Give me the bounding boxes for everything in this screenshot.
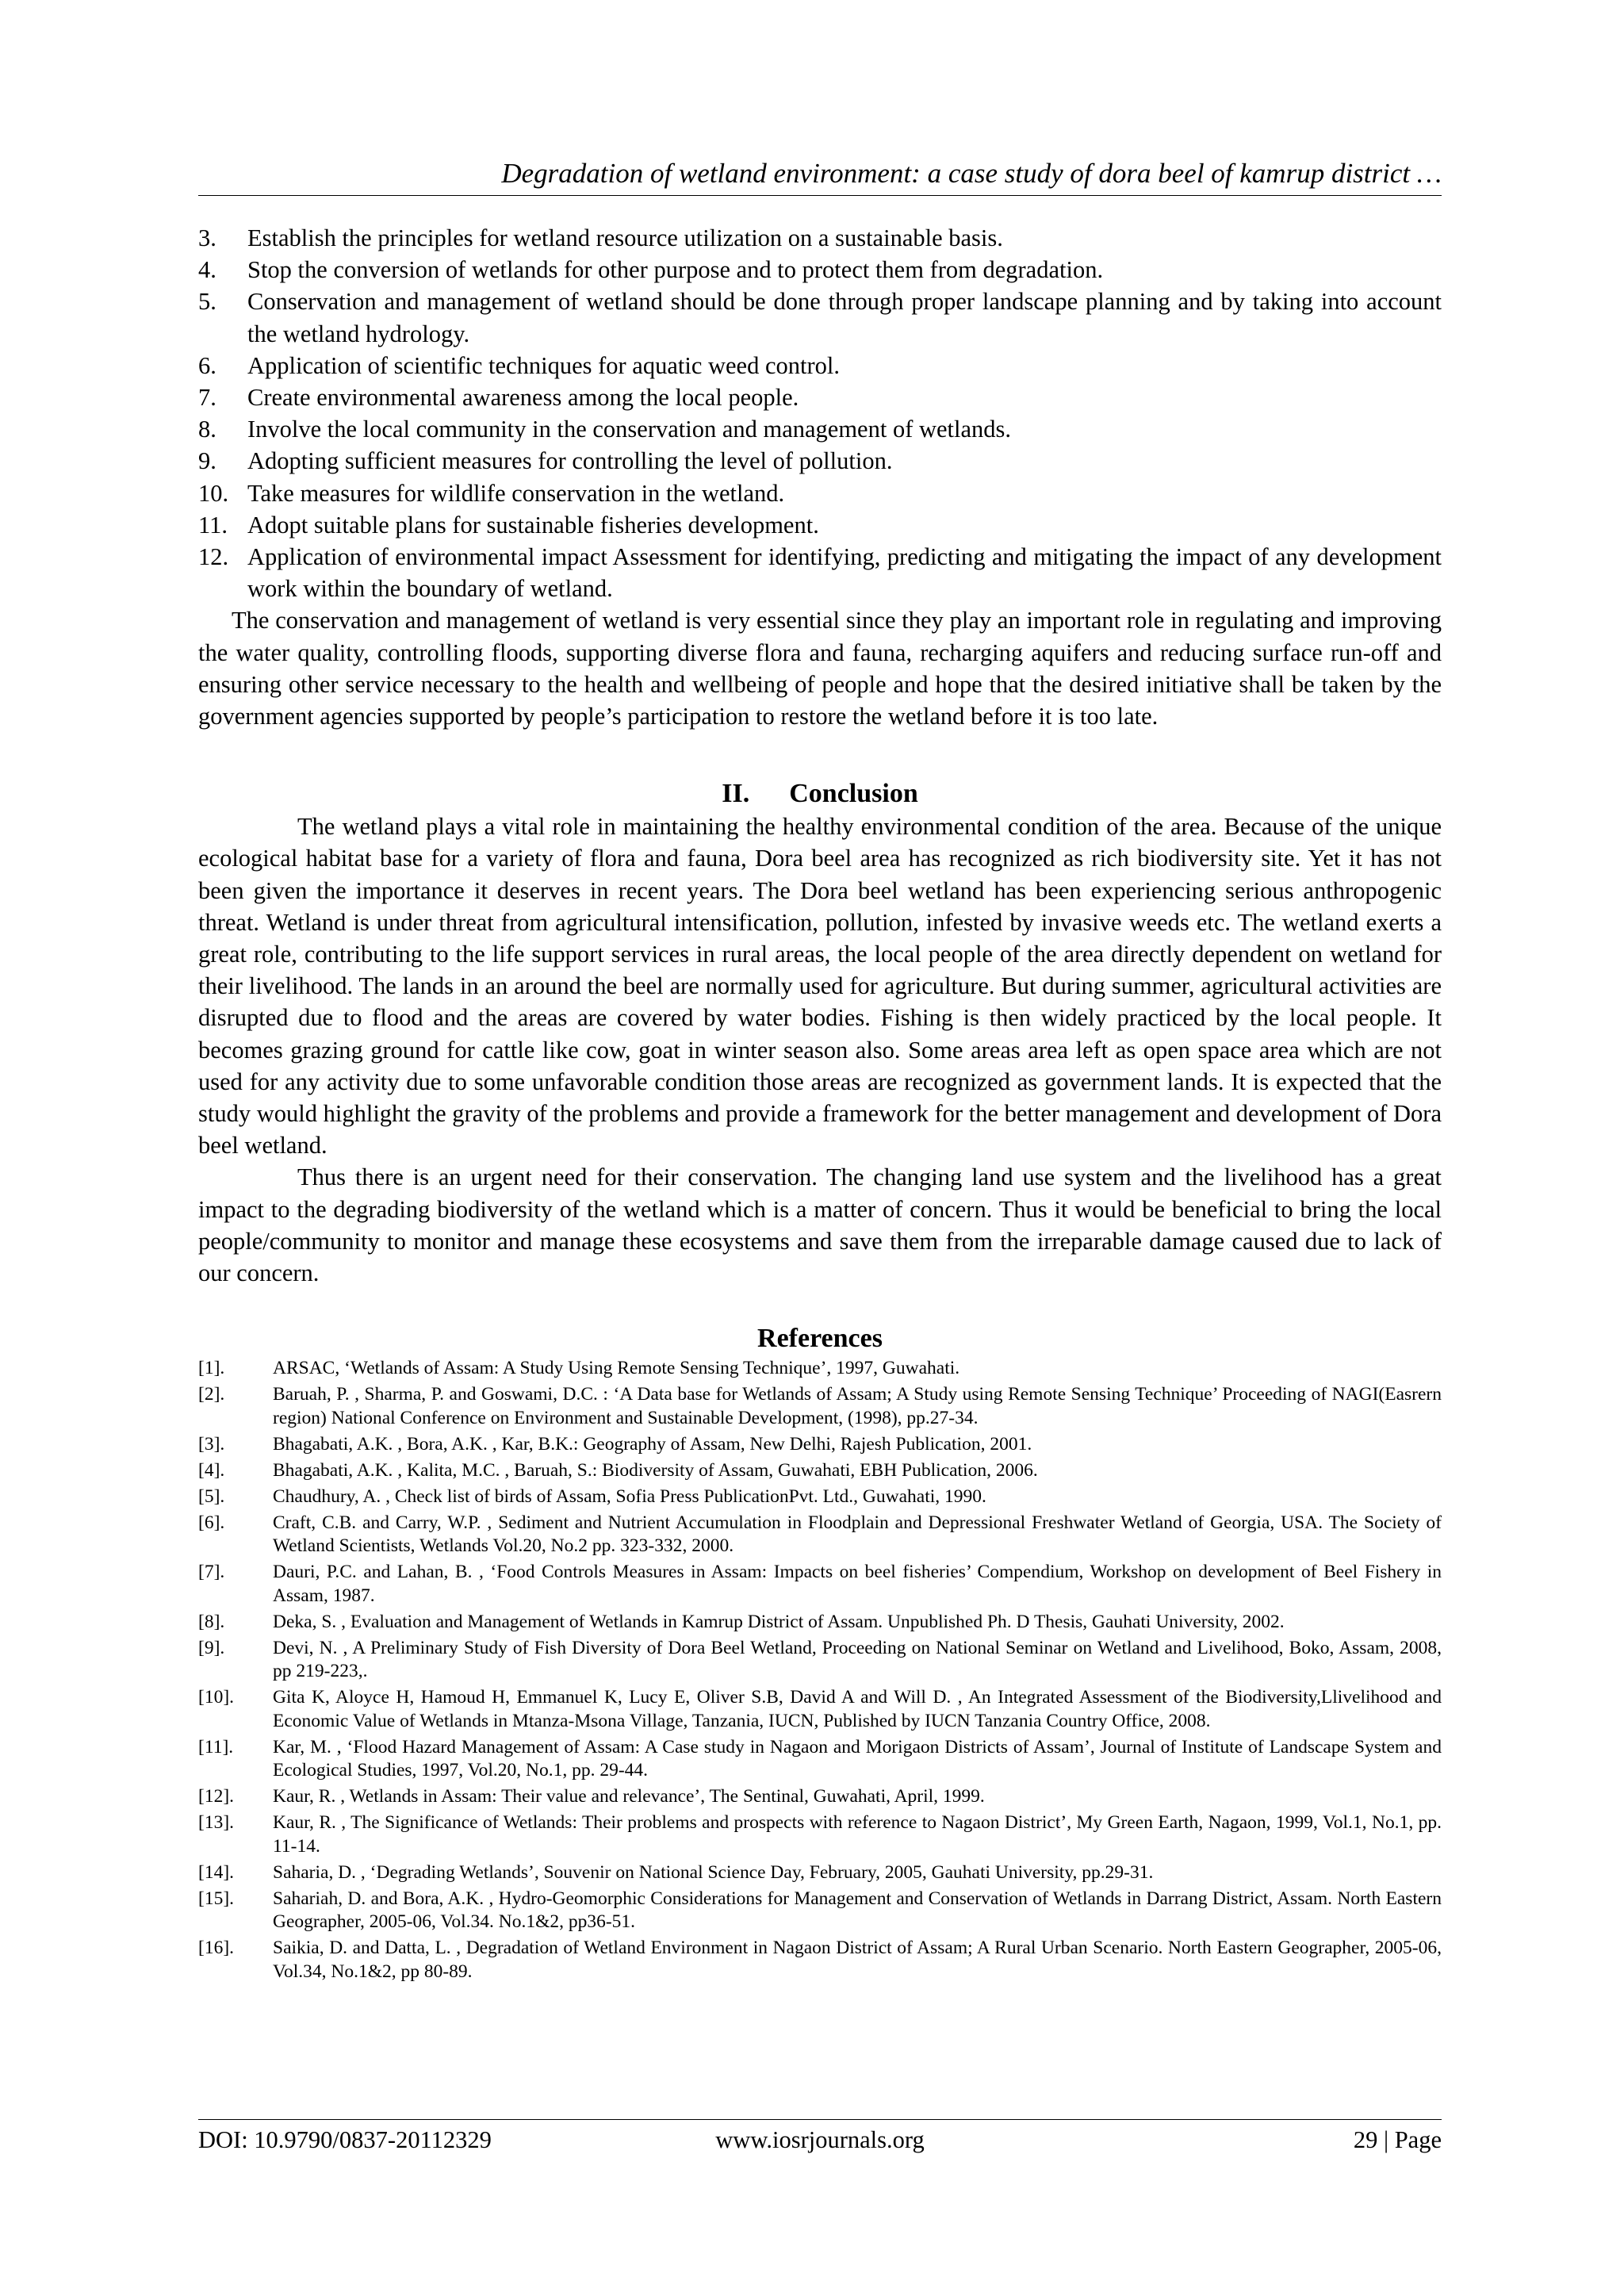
reference-number: [5]. (198, 1485, 225, 1507)
section-title: Conclusion (789, 779, 918, 809)
conclusion-paragraph: Thus there is an urgent need for their conservation. The changing land use system and the livelihood has a great impact to the degrading biodiversity of the wetland which is a matter of concern. Thus it would be beneficial to bring the local people/community to monitor and manage these ecosystems and save them from the irreparable damage caused due to lack of our concern. (198, 1163, 1442, 1287)
reference-item (198, 1433, 1442, 1457)
footer-rule (198, 2119, 1442, 2120)
list-item-number: 10. (198, 479, 229, 507)
reference-item (198, 1937, 1442, 1984)
reference-number: [2]. (198, 1384, 225, 1405)
reference-number: [14]. (198, 1861, 235, 1883)
list-item-text: Adopt suitable plans for sustainable fisheries development. (247, 511, 819, 539)
list-item (198, 445, 1442, 477)
list-item (198, 541, 1442, 604)
reference-text: ARSAC, ‘Wetlands of Assam: A Study Using Remote Sensing Technique’, 1997, Guwahati. (273, 1358, 960, 1379)
list-item-text: Adopting sufficient measures for controlling the level of pollution. (247, 447, 893, 475)
reference-text: Kar, M. , ‘Flood Hazard Management of Assam: A Case study in Nagaon and Morigaon Districts of Assam’, Journal of Institute of Landscape System and Ecological Studies, 1997, Vol.20, No.1, pp. 29-44. (273, 1736, 1442, 1781)
footer-page-number: 29 | Page (1353, 2126, 1442, 2153)
reference-text: Kaur, R. , Wetlands in Assam: Their value and relevance’, The Sentinal, Guwahati, April, 1999. (273, 1786, 985, 1807)
body-text (198, 222, 1442, 1987)
reference-text: Saharia, D. , ‘Degrading Wetlands’, Souvenir on National Science Day, February, 2005, Gauhati University, pp.29-31. (273, 1861, 1154, 1883)
footer-website: www.iosrjournals.org (715, 2126, 925, 2153)
list-item-text: Conservation and management of wetland should be done through proper landscape planning and by taking into account the wetland hydrology. (247, 288, 1442, 347)
list-item-text: Application of scientific techniques for aquatic weed control. (247, 351, 840, 379)
reference-text: Sahariah, D. and Bora, A.K. , Hydro-Geomorphic Considerations for Management and Conservation of Wetlands in Darrang District, Assam. North Eastern Geographer, 2005-06, Vol.34. No.1&2, pp36-51. (273, 1888, 1442, 1933)
list-item-number: 4. (198, 256, 216, 284)
reference-item (198, 1611, 1442, 1635)
list-item-number: 12. (198, 543, 229, 571)
reference-number: [10]. (198, 1687, 235, 1708)
list-item (198, 477, 1442, 509)
reference-text: Gita K, Aloyce H, Hamoud H, Emmanuel K, Lucy E, Oliver S.B, David A and Will D. , An Integrated Assessment of the Biodiversity,Llivelihood and Economic Value of Wetlands in Mtanza-Msona Village, Tanzania, IUCN, Published by IUCN Tanzania Country Office, 2008. (273, 1687, 1442, 1731)
reference-number: [13]. (198, 1812, 235, 1834)
reference-number: [15]. (198, 1888, 235, 1909)
reference-item (198, 1485, 1442, 1509)
reference-number: [9]. (198, 1637, 225, 1658)
list-item-text: Involve the local community in the conservation and management of wetlands. (247, 416, 1012, 443)
reference-list (198, 1357, 1442, 1984)
running-header: Degradation of wetland environment: a case study of dora beel of kamrup district … (501, 158, 1442, 189)
list-item (198, 254, 1442, 286)
list-item-number: 3. (198, 224, 216, 251)
reference-text: Chaudhury, A. , Check list of birds of Assam, Sofia Press PublicationPvt. Ltd., Guwahati, 1990. (273, 1485, 986, 1507)
reference-item (198, 1561, 1442, 1608)
list-item-text: Application of environmental impact Assessment for identifying, predicting and mitigating the impact of any development work within the boundary of wetland. (247, 543, 1442, 603)
list-item-number: 11. (198, 511, 228, 539)
list-item-text: Establish the principles for wetland resource utilization on a sustainable basis. (247, 224, 1003, 251)
reference-item (198, 1686, 1442, 1733)
reference-number: [7]. (198, 1562, 225, 1583)
list-item (198, 381, 1442, 413)
reference-item (198, 1637, 1442, 1684)
reference-number: [3]. (198, 1433, 225, 1455)
list-item (198, 509, 1442, 541)
section-number: II. (722, 779, 750, 809)
list-item (198, 286, 1442, 349)
reference-item (198, 1357, 1442, 1381)
reference-text: Kaur, R. , The Significance of Wetlands: Their problems and prospects with reference to Nagaon District’, My Green Earth, Nagaon, 1999, Vol.1, No.1, pp. 11-14. (273, 1812, 1442, 1857)
reference-item (198, 1811, 1442, 1858)
reference-item (198, 1459, 1442, 1483)
header-rule (198, 195, 1442, 196)
reference-number: [4]. (198, 1459, 225, 1481)
references-heading: References (757, 1324, 883, 1354)
reference-item (198, 1888, 1442, 1934)
reference-text: Deka, S. , Evaluation and Management of Wetlands in Kamrup District of Assam. Unpublished Ph. D Thesis, Gauhati University, 2002. (273, 1611, 1285, 1632)
list-item-number: 9. (198, 447, 216, 475)
list-item-text: Take measures for wildlife conservation in the wetland. (247, 479, 785, 507)
conclusion-paragraph: The wetland plays a vital role in maintaining the healthy environmental condition of the area. Because of the unique ecological habitat base for a variety of flora and fauna, Dora beel area has recognized as rich biodiversity site. Yet it has not been given the importance it deserves in recent years. The Dora beel wetland has been experiencing serious anthropogenic threat. Wetland is under threat from agricultural intensification, pollution, infested by invasive weeds etc. The wetland exerts a great role, contributing to the life support services in rural areas, the local people of the area directly dependent on wetland for their livelihood. The lands in an around the beel are normally used for agriculture. But during summer, agricultural activities are disrupted due to flood and the areas are covered by water bodies. Fishing is then widely practiced by the local people. It becomes grazing ground for cattle like cow, goat in winter season also. Some areas area left as open space area which are not used for any activity due to some unfavorable condition those areas are recognized as government lands. It is expected that the study would highlight the gravity of the problems and provide a framework for the better management and development of Dora beel wetland. (198, 813, 1442, 1159)
section-heading (198, 777, 1442, 811)
reference-number: [6]. (198, 1512, 225, 1533)
reference-number: [12]. (198, 1786, 235, 1807)
reference-text: Craft, C.B. and Carry, W.P. , Sediment and Nutrient Accumulation in Floodplain and Depressional Freshwater Wetland of Georgia, USA. The Society of Wetland Scientists, Wetlands Vol.20, No.2 pp. 323-332, 2000. (273, 1512, 1442, 1557)
list-item (198, 413, 1442, 445)
reference-number: [16]. (198, 1938, 235, 1959)
reference-item (198, 1785, 1442, 1809)
reference-text: Baruah, P. , Sharma, P. and Goswami, D.C. : ‘A Data base for Wetlands of Assam; A Study using Remote Sensing Technique’ Proceeding of NAGI(Easrern region) National Conference on Environment and Sustainable Development, (1998), pp.27-34. (273, 1384, 1442, 1428)
list-item-number: 8. (198, 416, 216, 443)
list-item (198, 222, 1442, 254)
reference-item (198, 1512, 1442, 1558)
reference-text: Devi, N. , A Preliminary Study of Fish Diversity of Dora Beel Wetland, Proceeding on National Seminar on Wetland and Livelihood, Boko, Assam, 2008, pp 219-223,. (273, 1637, 1442, 1682)
reference-text: Bhagabati, A.K. , Bora, A.K. , Kar, B.K.: Geography of Assam, New Delhi, Rajesh Publication, 2001. (273, 1433, 1032, 1455)
recommendation-list (198, 222, 1442, 604)
reference-text: Bhagabati, A.K. , Kalita, M.C. , Baruah, S.: Biodiversity of Assam, Guwahati, EBH Publication, 2006. (273, 1459, 1038, 1481)
reference-item (198, 1736, 1442, 1783)
reference-number: [11]. (198, 1736, 234, 1757)
list-item-number: 6. (198, 351, 216, 379)
intro-paragraph: The conservation and management of wetland is very essential since they play an important role in regulating and improving the water quality, controlling floods, supporting diverse flora and fauna, recharging aquifers and reducing surface run-off and ensuring other service necessary to the health and wellbeing of people and hope that the desired initiative shall be taken by the government agencies supported by people’s participation to restore the wetland before it is too late. (198, 607, 1442, 730)
list-item (198, 350, 1442, 381)
reference-number: [1]. (198, 1358, 225, 1379)
reference-item (198, 1861, 1442, 1885)
list-item-text: Stop the conversion of wetlands for other purpose and to protect them from degradation. (247, 256, 1104, 284)
reference-text: Dauri, P.C. and Lahan, B. , ‘Food Controls Measures in Assam: Impacts on beel fisheries’ Compendium, Workshop on development of Beel Fishery in Assam, 1987. (273, 1562, 1442, 1606)
reference-text: Saikia, D. and Datta, L. , Degradation of Wetland Environment in Nagaon District of Assam; A Rural Urban Scenario. North Eastern Geographer, 2005-06, Vol.34, No.1&2, pp 80-89. (273, 1938, 1442, 1982)
footer-doi: DOI: 10.9790/0837-20112329 (198, 2126, 492, 2153)
reference-number: [8]. (198, 1611, 225, 1632)
reference-item (198, 1383, 1442, 1430)
list-item-text: Create environmental awareness among the local people. (247, 384, 799, 412)
list-item-number: 5. (198, 288, 216, 316)
list-item-number: 7. (198, 384, 216, 412)
